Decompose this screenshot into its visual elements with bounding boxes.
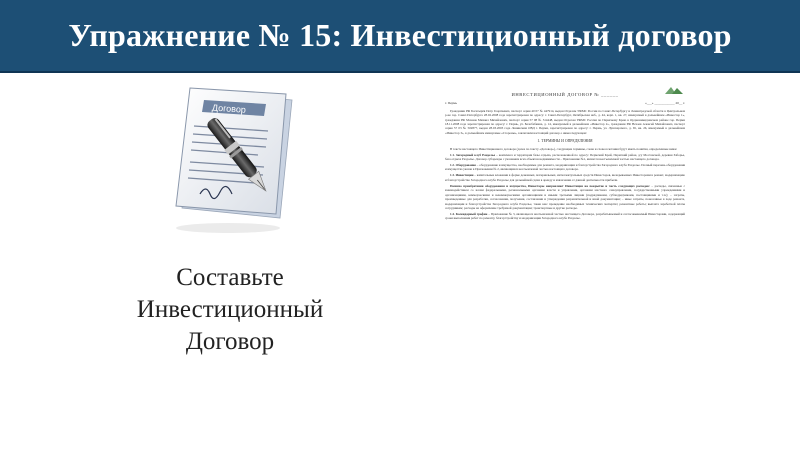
document-clause <box>445 163 685 172</box>
document-section-heading: 1. ТЕРМИНЫ И ОПРЕДЕЛЕНИЯ <box>537 139 593 144</box>
clause-term: 1.3. Инвестиции <box>450 173 474 178</box>
clause-text: – комплекса и территория базы отдыха, расположенной по адресу: Пермский Край, Пермский район, д/у Мостовской, деревня Заборье, база отдыха Раздолье. Договор субаренды с указанием всех объектов недвижимости – Приложение №1, является неотъемлемой частью настоящего договора. <box>445 152 685 162</box>
company-logo-icon <box>663 85 685 95</box>
clause-term: 1.1. Загородный клуб Раздолье <box>450 152 495 157</box>
contract-icon-label: Договор <box>211 102 247 115</box>
clause-term: Помимо приобретения оборудования и имущества, Инвесторы направляют Инвестиции на покрытие и часть следующих расходов: <box>450 183 650 188</box>
contract-document-icon <box>160 78 310 238</box>
document-intro: В тексте настоящего Инвестиционного договора (далее по тексту «Договор»), следующие термины, слова и словосочетания будут иметь понятия, определенные ниже: <box>450 146 678 151</box>
title-bar <box>0 0 800 73</box>
document-date: «___» ____________ 20__ г. <box>645 101 685 106</box>
document-place-date <box>445 101 685 105</box>
instruction-caption <box>105 262 355 358</box>
contract-illustration <box>160 78 310 238</box>
contract-document-preview <box>445 85 685 445</box>
slide-title: Упражнение № 15: Инвестиционный договор <box>68 17 732 53</box>
clause-text: – капитальные вложения в форме денежных, материальных, интеллектуальных средств Инвесторов, вкладываемых Инвесторами в ремонт, модернизацию и благоустройство Загородного клуба Раздолье для дальнейшей сдачи в аренду и извлечения от данной деятельности прибыли. <box>445 173 685 182</box>
caption-line-3: Договор <box>185 328 275 355</box>
document-city: г. Пермь <box>445 101 457 106</box>
document-clause <box>445 184 685 210</box>
clause-text: – оборудование и имущество, необходимые для ремонта, модернизации и благоустройства Загородного клуба Раздолье. Полный перечень оборудования и имущества указан в Приложении № 2, являющимся неотъемлемой частью настоящего договора. <box>445 163 685 172</box>
document-title: ИНВЕСТИЦИОННЫЙ ДОГОВОР № ______ <box>511 92 619 97</box>
document-clause <box>445 153 685 162</box>
document-clause <box>445 173 685 182</box>
caption-line-2: Инвестиционный <box>136 296 324 323</box>
clause-term: 1.4. Календарный график <box>450 211 488 216</box>
document-parties: Гражданин РФ Богатырёв Петр Георгиевич, паспорт серия 40 07 № 447914, выдан Отделом УФМС России по Санкт-Петербургу и Ленинградской области в Центральном р-не гор. Санкт-Петербурга 28.02.2008 года зарегистрирован по адресу: г. Санкт-Петербург, Октябрьская наб., д. 44, корп. 1, кв. 27, именуемый в дальнейшем «Инвестор 1», гражданин РФ Мохнов Михаил Михайлович, паспорт серия 57 08 № 314448, выдан Отделом УФМС России по Пермскому Краю в Орджоникидзевском районе гор. Перми 18.11.2008 года зарегистрирован по адресу: г. Пермь, ул. Белобабкина, д. 14, именуемый в дальнейшем «Инвестор 2», гражданин РФ Нечаев Алексей Михайлович, паспорт серия 57 03 № 502877, выдан 28.03.2003 года Ленинским ОВД г. Перми, зарегистрирован по адресу: г. Пермь, ул. Луначарского, д. 65, кв. 26, именуемый в дальнейшем «Инвестор 3», в дальнейшем именуемые «Стороны», заключили настоящий договор о нижеследующем: <box>445 108 685 135</box>
clause-text: – расходы, связанные с взаимодействием со всеми федеральными, региональными органами власти и управления, органами местного самоуправления, государственными учреждениями и организациями, коммерческими и некоммерческими организациями и иными третьими лицами (подрядчиками, субподрядчиками, поставщиками и т.п.); – затраты, произведенные для разработки, согласования, получения, составления и утверждения разрешительной и иной документации; – иные затраты, понесенные в ходе ремонта, модернизации и благоустройства Загородного клуба Раздолье, такие как: проведение необходимых технических экспертиз; ремонтные работы; выплата заработной платы сотрудникам; расходы на оформление требуемой документации; транспортные и другие расходы. <box>445 183 685 210</box>
clause-term: 1.2. Оборудование <box>450 163 476 168</box>
caption-line-1: Составьте <box>176 264 284 291</box>
clause-text: – Приложение № 3, являющееся неотъемлемой частью настоящего Договора, разрабатываемый и согласовываемый Инвесторами, содержащий сроки выполнения работ по ремонту, благоустройству и модернизации Загородного клуба Раздолье. <box>445 211 685 221</box>
document-clause <box>445 212 685 221</box>
